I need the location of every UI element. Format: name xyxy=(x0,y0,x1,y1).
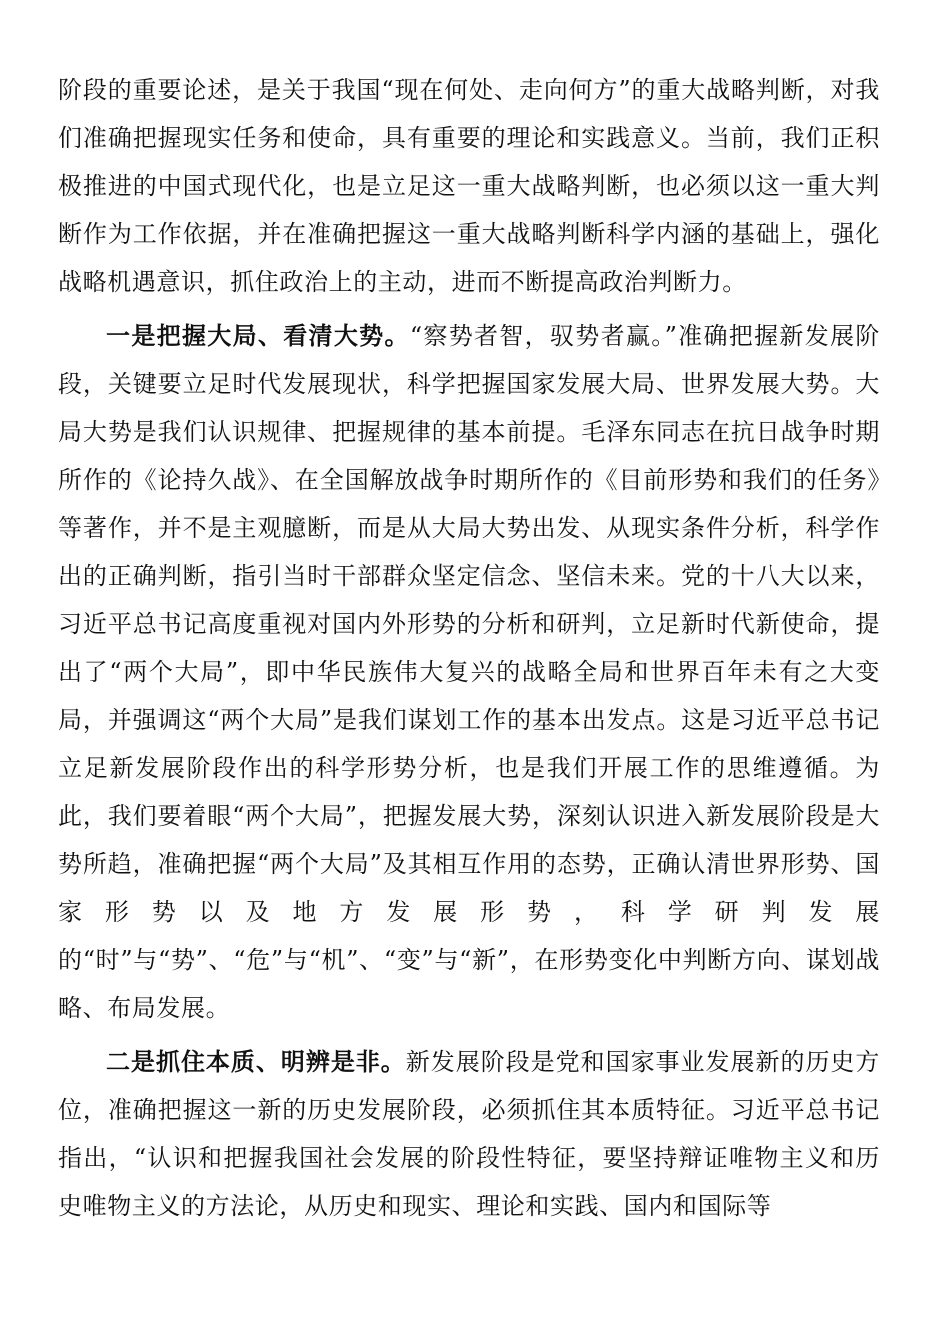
paragraph-intro-continuation xyxy=(58,66,880,306)
paragraph-grasp-essence xyxy=(58,1038,880,1230)
document-body xyxy=(58,66,880,1230)
paragraph-grasp-overall-situation xyxy=(58,312,880,1032)
paragraph-text: 阶段的重要论述，是关于我国“现在何处、走向何方”的重大战略判断，对我们准确把握现实任务和使命，具有重要的理论和实践意义。当前，我们正积极推进的中国式现代化，也是立足这一重大战略判断，也必须以这一重大判断作为工作依据，并在准确把握这一重大战略判断科学内涵的基础上，强化战略机遇意识，抓住政治上的主动，进而不断提高政治判断力。 xyxy=(58,76,880,296)
paragraph-text: 新发展阶段是党和国家事业发展新的历史方位，准确把握这一新的历史发展阶段，必须抓住其本质特征。习近平总书记指出，“认识和把握我国社会发展的阶段性特征，要坚持辩证唯物主义和历史唯物主义的方法论，从历史和现实、理论和实践、国内和国际等 xyxy=(58,1048,880,1220)
paragraph-lead-heading: 一是把握大局、看清大势。 xyxy=(106,322,410,350)
paragraph-lead-heading: 二是抓住本质、明辨是非。 xyxy=(106,1048,406,1076)
paragraph-text: “察势者智，驭势者赢。”准确把握新发展阶段，关键要立足时代发展现状，科学把握国家发展大局、世界发展大势。大局大势是我们认识规律、把握规律的基本前提。毛泽东同志在抗日战争时期所作的《论持久战》、在全国解放战争时期所作的《目前形势和我们的任务》等著作，并不是主观臆断，而是从大局大势出发、从现实条件分析，科学作出的正确判断，指引当时干部群众坚定信念、坚信未来。党的十八大以来，习近平总书记高度重视对国内外形势的分析和研判，立足新时代新使命，提出了“两个大局”，即中华民族伟大复兴的战略全局和世界百年未有之大变局，并强调这“两个大局”是我们谋划工作的基本出发点。这是习近平总书记立足新发展阶段作出的科学形势分析，也是我们开展工作的思维遵循。为此，我们要着眼“两个大局”，把握发展大势，深刻认识进入新发展阶段是大势所趋，准确把握“两个大局”及其相互作用的态势，正确认清世界形势、国家形势以及地方发展形势，科学研判发展的“时”与“势”、“危”与“机”、“变”与“新”，在形势变化中判断方向、谋划战略、布局发展。 xyxy=(58,322,880,1022)
